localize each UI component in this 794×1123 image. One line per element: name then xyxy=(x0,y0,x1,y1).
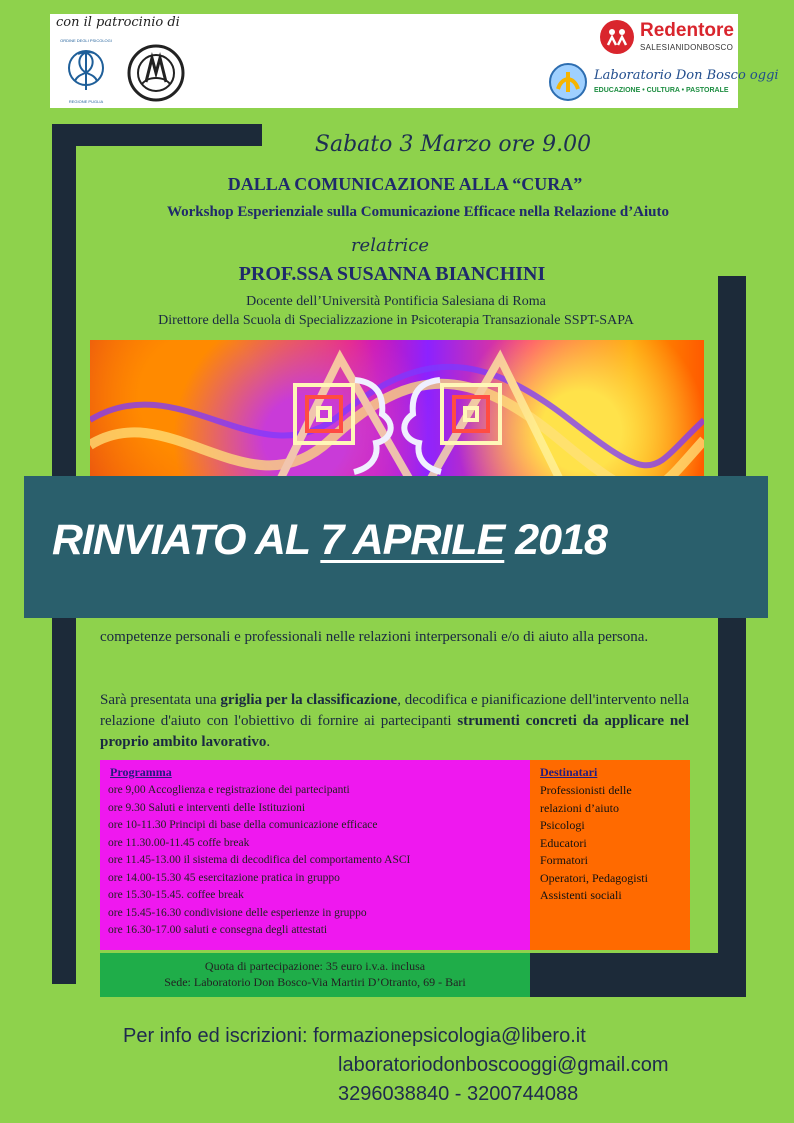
program-item: ore 14.00-15.30 45 esercitazione pratica in gruppo xyxy=(108,871,340,884)
contact-phones[interactable]: 3296038840 - 3200744088 xyxy=(338,1083,579,1105)
event-date: Sabato 3 Marzo ore 9.00 xyxy=(314,132,592,157)
redentore-icon xyxy=(600,20,634,54)
destinatari-item: Educatori xyxy=(540,835,587,850)
rinviato-text: RINVIATO AL 7 APRILE 2018 xyxy=(52,516,607,564)
contact-label: Per info ed iscrizioni: xyxy=(123,1025,308,1047)
program-list xyxy=(108,782,526,940)
destinatari-heading: Destinatari xyxy=(540,765,598,779)
speaker-role-2: Direttore della Scuola di Specializzazione in Psicoterapia Transazionale SSPT-SAPA xyxy=(158,313,634,328)
destinatari-item: Operatori, Pedagogisti xyxy=(540,870,648,885)
program-item: ore 15.45-16.30 condivisione delle esperienze in gruppo xyxy=(108,906,367,919)
speaker-name: PROF.SSA SUSANNA BIANCHINI xyxy=(238,263,546,285)
hero-image xyxy=(90,340,704,480)
description-paragraph-2: Sarà presentata una griglia per la classificazione, decodifica e pianificazione dell'intervento nella relazione d'aiuto con l'obiettivo di fornire ai partecipanti strumenti concreti da applicare nel proprio ambito lavorativo. xyxy=(100,692,690,750)
relatrice-label: relatrice xyxy=(350,235,430,256)
destinatari-item: relazioni d’aiuto xyxy=(540,800,619,815)
destinatari-item: Professionisti delle xyxy=(540,783,632,797)
redentore-logo-subtext: SALESIANIDONBOSCO xyxy=(640,43,734,52)
contact-email-1[interactable]: formazionepsicologia@libero.it xyxy=(313,1025,586,1047)
university-seal-logo xyxy=(122,40,190,106)
program-item: ore 10-11.30 Principi di base della comunicazione efficace xyxy=(108,819,378,831)
description-paragraph-1: competenze personali e professionali nelle relazioni interpersonali e/o di aiuto alla persona. xyxy=(100,629,649,645)
program-item: ore 11.45-13.00 il sistema di decodifica del comportamento ASCI xyxy=(108,854,411,866)
program-heading: Programma xyxy=(110,765,172,779)
quota-dark-strip xyxy=(530,953,746,997)
program-item: ore 16.30-17.00 saluti e consegna degli attestati xyxy=(108,924,328,936)
destinatari-item: Formatori xyxy=(540,853,588,867)
speaker-role-1: Docente dell’Università Pontificia Salesiana di Roma xyxy=(246,294,546,309)
program-item: ore 11.30.00-11.45 coffe break xyxy=(108,836,250,849)
rinviato-date: 7 APRILE xyxy=(320,516,505,564)
laboratorio-logo-icon xyxy=(548,62,588,102)
program-item: ore 9.30 Saluti e interventi delle Istituzioni xyxy=(108,801,306,814)
program-item: ore 15.30-15.45. coffee break xyxy=(108,889,244,901)
patrocinio-label: con il patrocinio di xyxy=(56,15,180,30)
contact-email-2[interactable]: laboratoriodonboscooggi@gmail.com xyxy=(338,1054,669,1076)
event-subtitle: Workshop Esperienziale sulla Comunicazione Efficace nella Relazione d’Aiuto xyxy=(166,204,670,220)
laboratorio-logo-subtext: EDUCAZIONE • CULTURA • PASTORALE xyxy=(594,87,729,94)
destinatari-item: Psicologi xyxy=(540,818,585,832)
ordine-psicologi-logo: ORDINE DEGLI PSICOLOGI REGIONE PUGLIA xyxy=(60,38,112,104)
contact-line-1 xyxy=(123,1025,586,1048)
redentore-logo-text: Redentore xyxy=(640,20,734,41)
destinatari-item: Assistenti sociali xyxy=(540,888,622,902)
destinatari-list xyxy=(540,782,685,905)
quota-info: Quota di partecipazione: 35 euro i.v.a. inclusa Sede: Laboratorio Don Bosco-Via Martiri D’Otranto, 69 - Bari xyxy=(164,959,466,989)
program-item: ore 9,00 Accoglienza e registrazione dei partecipanti xyxy=(108,784,350,796)
event-title: DALLA COMUNICAZIONE ALLA “CURA” xyxy=(227,174,583,194)
laboratorio-logo-text: Laboratorio Don Bosco oggi xyxy=(594,68,779,83)
